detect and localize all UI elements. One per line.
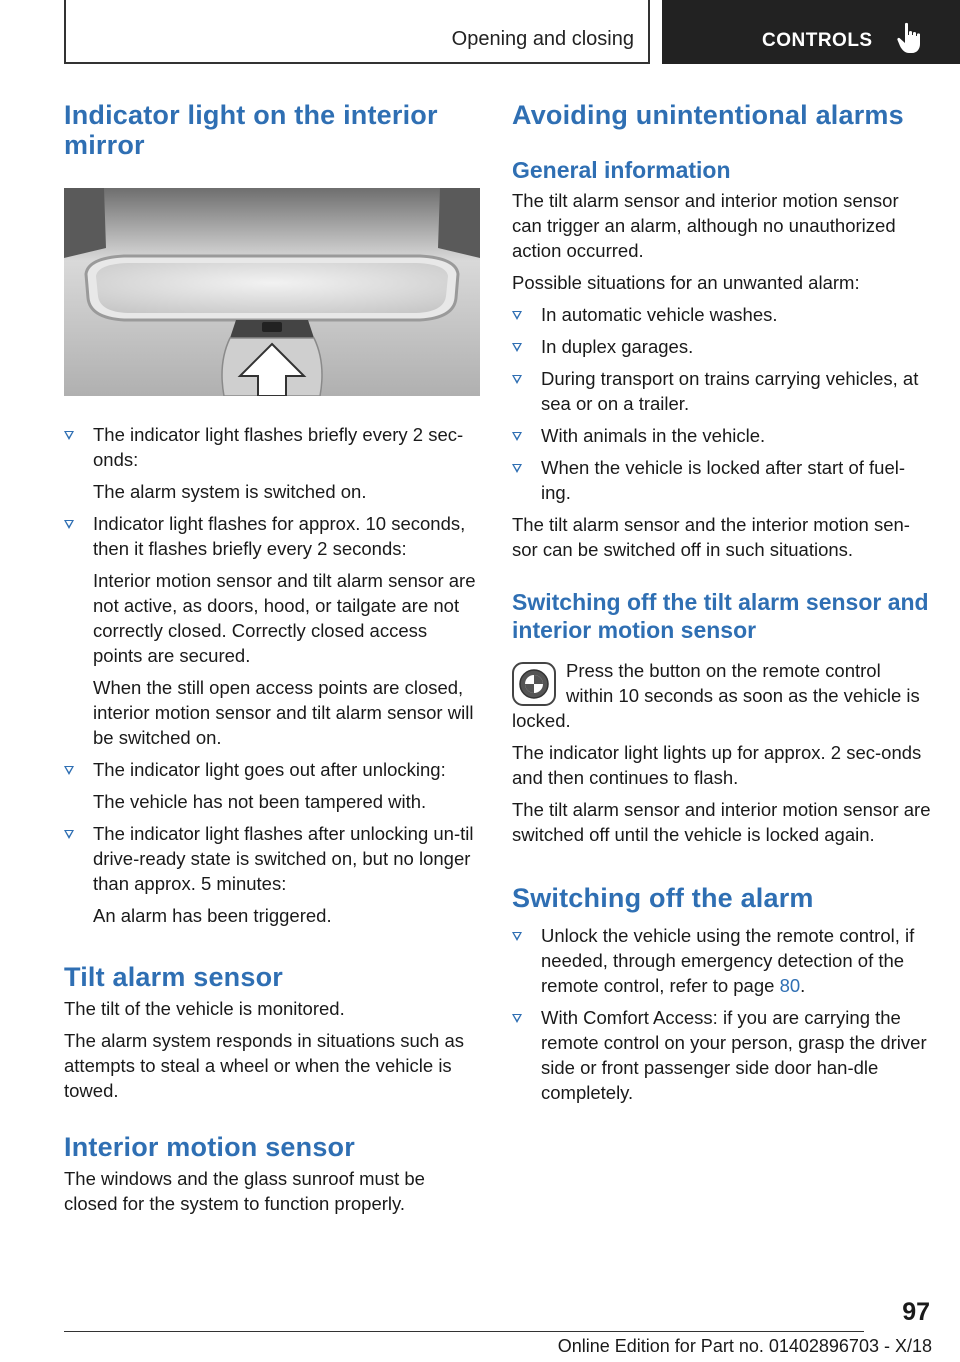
heading-interior-motion: Interior motion sensor: [64, 1132, 355, 1162]
general-paragraph-3: The tilt alarm sensor and the interior motion sen-sor can be switched off in such situations.: [512, 514, 910, 560]
list-item: In automatic vehicle washes.: [512, 302, 932, 327]
header-frame-right: [648, 0, 650, 64]
list-subtext: When the still open access points are closed, interior motion sensor and tilt alarm sensor will be switched on.: [93, 677, 474, 748]
list-item: The indicator light goes out after unlocking:: [64, 757, 480, 782]
bullet-triangle-icon: [512, 343, 522, 352]
list-item: During transport on trains carrying vehicles, at sea or on a trailer.: [512, 366, 932, 416]
heading-indicator-light: Indicator light on the interior mirror: [64, 100, 438, 160]
list-item: When the vehicle is locked after start of fuel-ing.: [512, 455, 932, 505]
left-column: [64, 100, 480, 1216]
heading-switch-off-alarm: Switching off the alarm: [512, 883, 814, 913]
list-item: With animals in the vehicle.: [512, 423, 932, 448]
bullet-triangle-icon: [512, 311, 522, 320]
pointing-hand-icon: [896, 22, 926, 54]
bullet-triangle-icon: [512, 375, 522, 384]
bullet-triangle-icon: [512, 464, 522, 473]
list-item: Indicator light flashes for approx. 10 seconds, then it flashes briefly every 2 seconds:: [64, 511, 480, 561]
list-item: The indicator light flashes briefly every 2 sec-onds:: [64, 422, 480, 472]
heading-tilt-alarm: Tilt alarm sensor: [64, 962, 283, 992]
interior-paragraph-1: The windows and the glass sunroof must be closed for the system to function properly.: [64, 1168, 425, 1214]
heading-avoiding-alarms: Avoiding unintentional alarms: [512, 100, 904, 130]
bullet-triangle-icon: [512, 932, 522, 941]
general-paragraph-1: The tilt alarm sensor and interior motion sensor can trigger an alarm, although no unauthorized action occurred.: [512, 190, 899, 261]
heading-switch-off-sensor: Switching off the tilt alarm sensor and interior motion sensor: [512, 589, 929, 643]
switch-paragraph-2: The indicator light lights up for approx. 2 sec-onds and then continues to flash.: [512, 742, 922, 788]
bullet-triangle-icon: [64, 830, 74, 839]
switch-off-block: [512, 658, 932, 733]
switch-paragraph-1: Press the button on the remote control within 10 seconds as soon as the vehicle is locked.: [512, 660, 920, 731]
situations-list: [512, 302, 932, 505]
list-subtext: An alarm has been triggered.: [93, 905, 332, 926]
right-column: [512, 100, 932, 1105]
section-title: Opening and closing: [451, 28, 634, 50]
alarm-list: [512, 923, 932, 1105]
tilt-paragraph-1: The tilt of the vehicle is monitored.: [64, 998, 345, 1019]
list-subtext: The alarm system is switched on.: [93, 481, 367, 502]
page-reference-link[interactable]: 80: [779, 975, 801, 996]
bullet-triangle-icon: [64, 520, 74, 529]
list-subtext: Interior motion sensor and tilt alarm sensor are not active, as doors, hood, or tailgate are not correctly closed. Correctly closed access points are secured.: [93, 570, 476, 666]
page-number: 97: [902, 1298, 930, 1326]
general-paragraph-2: Possible situations for an unwanted alarm:: [512, 272, 860, 293]
heading-general-info: General information: [512, 157, 731, 183]
list-subtext: The vehicle has not been tampered with.: [93, 791, 427, 812]
indicator-bullets: [64, 422, 480, 928]
bullet-triangle-icon: [64, 766, 74, 775]
interior-mirror-image: [64, 188, 480, 396]
header-frame-left: [64, 0, 66, 64]
bullet-triangle-icon: [512, 1014, 522, 1023]
list-item: With Comfort Access: if you are carrying the remote control on your person, grasp the driver side or front passenger side door han-dle completely.: [512, 1005, 932, 1105]
bullet-triangle-icon: [512, 432, 522, 441]
footer-rule: [64, 1331, 864, 1332]
chapter-tab: [662, 0, 960, 64]
chapter-label: CONTROLS: [762, 30, 873, 51]
list-item: The indicator light flashes after unlocking un-til drive-ready state is switched on, but no longer than approx. 5 minutes:: [64, 821, 480, 896]
list-item: In duplex garages.: [512, 334, 932, 359]
tilt-paragraph-2: The alarm system responds in situations such as attempts to steal a wheel or when the vehicle is towed.: [64, 1030, 464, 1101]
bullet-triangle-icon: [64, 431, 74, 440]
header-frame-bottom: [64, 62, 650, 64]
footer-edition: Online Edition for Part no. 01402896703 - X/18: [557, 1336, 932, 1356]
switch-paragraph-3: The tilt alarm sensor and interior motion sensor are switched off until the vehicle is locked again.: [512, 799, 931, 845]
bmw-key-button-icon: [512, 662, 556, 706]
list-item: Unlock the vehicle using the remote control, if needed, through emergency detection of the remote control, refer to page 80.: [512, 923, 932, 998]
